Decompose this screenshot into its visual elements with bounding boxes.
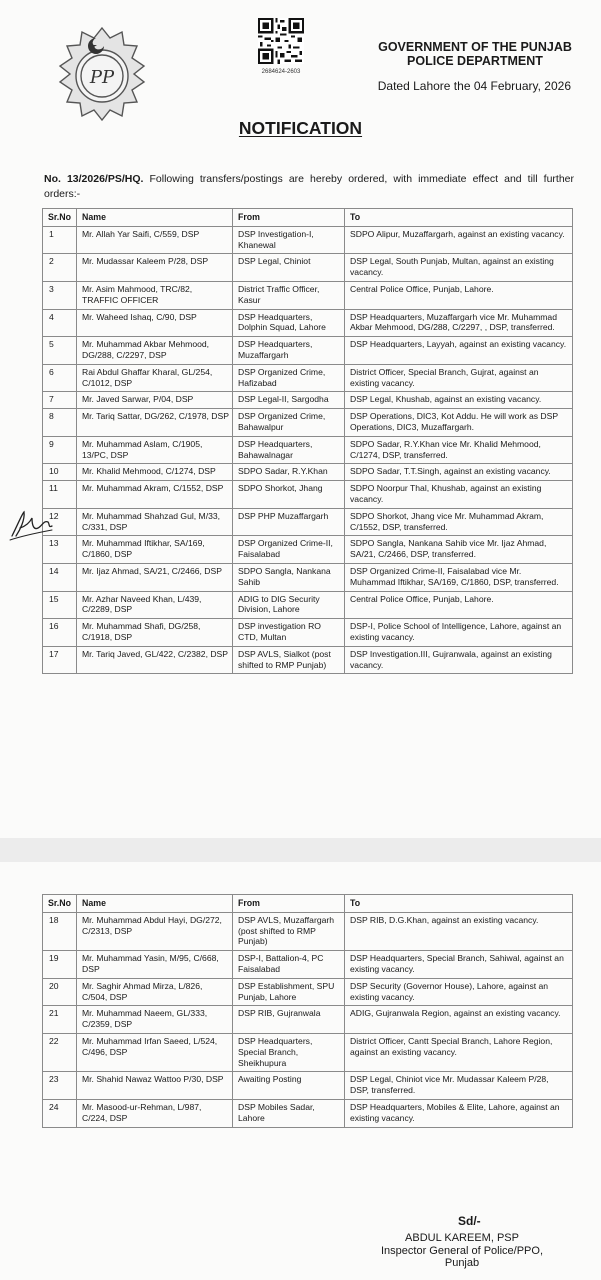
table-row	[43, 563, 573, 591]
cell-from: ADIG to DIG Security Division, Lahore	[233, 591, 345, 619]
cell-to: SDPO Sadar, R.Y.Khan vice Mr. Khalid Mehmood, C/1274, DSP, transferred.	[345, 436, 573, 464]
title-text: NOTIFICATION	[238, 118, 363, 138]
cell-name: Mr. Allah Yar Saifi, C/559, DSP	[77, 226, 233, 254]
government-name: GOVERNMENT OF THE PUNJAB	[378, 40, 572, 54]
cell-sr: 5	[43, 337, 77, 365]
cell-to: SDPO Sangla, Nankana Sahib vice Mr. Ijaz Ahmad, SA/21, C/2466, DSP, transferred.	[345, 536, 573, 564]
cell-sr: 7	[43, 392, 77, 409]
table-row	[43, 392, 573, 409]
signatory-name: ABDUL KAREEM, PSP	[405, 1232, 519, 1244]
cell-to: DSP Security (Governor House), Lahore, against an existing vacancy.	[345, 978, 573, 1006]
signatory-province: Punjab	[444, 1257, 480, 1269]
cell-from: DSP Headquarters, Special Branch, Sheikhupura	[233, 1033, 345, 1071]
table-row	[43, 309, 573, 337]
table-row	[43, 1072, 573, 1100]
cell-to: Central Police Office, Punjab, Lahore.	[345, 281, 573, 309]
cell-to: ADIG, Gujranwala Region, against an existing vacancy.	[345, 1006, 573, 1034]
transfers-table	[42, 208, 573, 674]
cell-sr: 22	[43, 1033, 77, 1071]
cell-name: Mr. Muhammad Iftikhar, SA/169, C/1860, DSP	[77, 536, 233, 564]
cell-from: DSP Legal-II, Sargodha	[233, 392, 345, 409]
transfers-table-continued	[42, 894, 573, 1128]
cell-to: District Officer, Cantt Special Branch, Lahore Region, against an existing vacancy.	[345, 1033, 573, 1071]
cell-to: DSP Operations, DIC3, Kot Addu. He will work as DSP Operations, DIC3, Muzaffargarh.	[345, 409, 573, 437]
issue-date: Dated Lahore the 04 February, 2026	[377, 79, 571, 93]
cell-to: SDPO Noorpur Thal, Khushab, against an existing vacancy.	[345, 481, 573, 509]
cell-from: DSP Headquarters, Muzaffargarh	[233, 337, 345, 365]
cell-to: DSP Headquarters, Special Branch, Sahiwal, against an existing vacancy.	[345, 951, 573, 979]
qr-code-caption: 2684624-2603	[261, 69, 301, 75]
cell-to: SDPO Alipur, Muzaffargarh, against an existing vacancy.	[345, 226, 573, 254]
cell-name: Mr. Muhammad Shafi, DG/258, C/1918, DSP	[77, 619, 233, 647]
cell-to: SDPO Shorkot, Jhang vice Mr. Muhammad Akram, C/1552, DSP, transferred.	[345, 508, 573, 536]
cell-to: DSP Headquarters, Layyah, against an existing vacancy.	[345, 337, 573, 365]
table-row	[43, 1099, 573, 1127]
table-row	[43, 281, 573, 309]
cell-name: Mr. Muhammad Irfan Saeed, L/524, C/496, DSP	[77, 1033, 233, 1071]
cell-from: DSP-I, Battalion-4, PC Faisalabad	[233, 951, 345, 979]
cell-to: DSP Headquarters, Muzaffargarh vice Mr. Muhammad Akbar Mehmood, DG/288, C/2297, , DSP, transferred.	[345, 309, 573, 337]
cell-to: DSP Headquarters, Mobiles & Elite, Lahore, against an existing vacancy.	[345, 1099, 573, 1127]
table-row	[43, 464, 573, 481]
cell-to: DSP Legal, Khushab, against an existing vacancy.	[345, 392, 573, 409]
cell-name: Mr. Muhammad Shahzad Gul, M/33, C/331, DSP	[77, 508, 233, 536]
cell-to: DSP RIB, D.G.Khan, against an existing vacancy.	[345, 912, 573, 950]
cell-sr: 21	[43, 1006, 77, 1034]
table-row	[43, 1033, 573, 1071]
cell-name: Mr. Tariq Sattar, DG/262, C/1978, DSP	[77, 409, 233, 437]
cell-sr: 3	[43, 281, 77, 309]
cell-name: Mr. Saghir Ahmad Mirza, L/826, C/504, DSP	[77, 978, 233, 1006]
cell-from: DSP AVLS, Sialkot (post shifted to RMP Punjab)	[233, 646, 345, 674]
cell-sr: 16	[43, 619, 77, 647]
cell-sr: 19	[43, 951, 77, 979]
cell-to: DSP Legal, South Punjab, Multan, against an existing vacancy.	[345, 254, 573, 282]
table-row	[43, 337, 573, 365]
table-row	[43, 436, 573, 464]
cell-name: Mr. Muhammad Naeem, GL/333, C/2359, DSP	[77, 1006, 233, 1034]
table-row	[43, 481, 573, 509]
cell-from: SDPO Sadar, R.Y.Khan	[233, 464, 345, 481]
cell-from: DSP RIB, Gujranwala	[233, 1006, 345, 1034]
intro-text: Following transfers/postings are hereby ordered, with immediate effect and till further orders:-	[44, 173, 574, 200]
table-row	[43, 226, 573, 254]
table-row	[43, 619, 573, 647]
cell-sr: 12	[43, 508, 77, 536]
column-header-name: Name	[77, 895, 233, 913]
cell-name: Mr. Shahid Nawaz Wattoo P/30, DSP	[77, 1072, 233, 1100]
signature-block	[367, 1232, 557, 1270]
issuing-authority	[335, 40, 575, 68]
notification-number: No. 13/2026/PS/HQ.	[44, 173, 144, 185]
cell-name: Mr. Mudassar Kaleem P/28, DSP	[77, 254, 233, 282]
cell-to: Central Police Office, Punjab, Lahore.	[345, 591, 573, 619]
column-header-from: From	[233, 895, 345, 913]
cell-sr: 23	[43, 1072, 77, 1100]
table-header-row	[43, 209, 573, 227]
table-row	[43, 536, 573, 564]
cell-sr: 18	[43, 912, 77, 950]
table-row	[43, 978, 573, 1006]
table-row	[43, 951, 573, 979]
cell-to: SDPO Sadar, T.T.Singh, against an existing vacancy.	[345, 464, 573, 481]
cell-sr: 9	[43, 436, 77, 464]
cell-from: DSP AVLS, Muzaffargarh (post shifted to RMP Punjab)	[233, 912, 345, 950]
cell-to: District Officer, Special Branch, Gujrat, against an existing vacancy.	[345, 364, 573, 392]
cell-name: Rai Abdul Ghaffar Kharal, GL/254, C/1012, DSP	[77, 364, 233, 392]
cell-sr: 14	[43, 563, 77, 591]
cell-name: Mr. Muhammad Akram, C/1552, DSP	[77, 481, 233, 509]
cell-name: Mr. Muhammad Akbar Mehmood, DG/288, C/2297, DSP	[77, 337, 233, 365]
cell-sr: 24	[43, 1099, 77, 1127]
cell-name: Mr. Muhammad Yasin, M/95, C/668, DSP	[77, 951, 233, 979]
cell-from: DSP PHP Muzaffargarh	[233, 508, 345, 536]
cell-sr: 17	[43, 646, 77, 674]
table-row	[43, 1006, 573, 1034]
emblem-monogram: PP	[89, 67, 115, 88]
cell-to: DSP Legal, Chiniot vice Mr. Mudassar Kaleem P/28, DSP, transferred.	[345, 1072, 573, 1100]
page-separator	[0, 838, 601, 862]
column-header-to: To	[345, 895, 573, 913]
page-title	[0, 118, 601, 139]
cell-from: District Traffic Officer, Kasur	[233, 281, 345, 309]
table-row	[43, 508, 573, 536]
handwritten-initial-icon	[8, 506, 54, 542]
cell-from: DSP Organized Crime, Bahawalpur	[233, 409, 345, 437]
department-name: POLICE DEPARTMENT	[407, 54, 543, 68]
cell-sr: 8	[43, 409, 77, 437]
cell-name: Mr. Waheed Ishaq, C/90, DSP	[77, 309, 233, 337]
column-header-from: From	[233, 209, 345, 227]
cell-from: Awaiting Posting	[233, 1072, 345, 1100]
table-row	[43, 254, 573, 282]
cell-to: DSP Investigation.III, Gujranwala, against an existing vacancy.	[345, 646, 573, 674]
cell-name: Mr. Asim Mahmood, TRC/82, TRAFFIC OFFICER	[77, 281, 233, 309]
table-row	[43, 912, 573, 950]
qr-code-icon	[258, 18, 304, 64]
cell-from: DSP Organized Crime-II, Faisalabad	[233, 536, 345, 564]
intro-paragraph	[44, 172, 574, 202]
cell-from: DSP Establishment, SPU Punjab, Lahore	[233, 978, 345, 1006]
cell-from: DSP Headquarters, Dolphin Squad, Lahore	[233, 309, 345, 337]
cell-sr: 2	[43, 254, 77, 282]
cell-sr: 10	[43, 464, 77, 481]
cell-name: Mr. Masood-ur-Rehman, L/987, C/224, DSP	[77, 1099, 233, 1127]
column-header-sr: Sr.No	[43, 895, 77, 913]
column-header-sr: Sr.No	[43, 209, 77, 227]
table-row	[43, 591, 573, 619]
cell-sr: 20	[43, 978, 77, 1006]
cell-sr: 4	[43, 309, 77, 337]
cell-from: DSP Organized Crime, Hafizabad	[233, 364, 345, 392]
cell-from: DSP Investigation-I, Khanewal	[233, 226, 345, 254]
police-emblem-icon	[52, 24, 152, 124]
cell-name: Mr. Ijaz Ahmad, SA/21, C/2466, DSP	[77, 563, 233, 591]
cell-name: Mr. Tariq Javed, GL/422, C/2382, DSP	[77, 646, 233, 674]
cell-sr: 13	[43, 536, 77, 564]
table-row	[43, 364, 573, 392]
cell-sr: 1	[43, 226, 77, 254]
cell-from: DSP Legal, Chiniot	[233, 254, 345, 282]
cell-name: Mr. Azhar Naveed Khan, L/439, C/2289, DSP	[77, 591, 233, 619]
cell-sr: 6	[43, 364, 77, 392]
cell-from: SDPO Shorkot, Jhang	[233, 481, 345, 509]
table-header-row	[43, 895, 573, 913]
cell-to: DSP Organized Crime-II, Faisalabad vice Mr. Muhammad Iftikhar, SA/169, C/1860, DSP, transferred.	[345, 563, 573, 591]
signatory-designation: Inspector General of Police/PPO,	[380, 1244, 544, 1257]
table-row	[43, 409, 573, 437]
cell-name: Mr. Khalid Mehmood, C/1274, DSP	[77, 464, 233, 481]
cell-from: DSP investigation RO CTD, Multan	[233, 619, 345, 647]
cell-sr: 11	[43, 481, 77, 509]
cell-to: DSP-I, Police School of Intelligence, Lahore, against an existing vacancy.	[345, 619, 573, 647]
cell-from: DSP Headquarters, Bahawalnagar	[233, 436, 345, 464]
table-row	[43, 646, 573, 674]
cell-from: DSP Mobiles Sadar, Lahore	[233, 1099, 345, 1127]
cell-from: SDPO Sangla, Nankana Sahib	[233, 563, 345, 591]
cell-name: Mr. Javed Sarwar, P/04, DSP	[77, 392, 233, 409]
cell-sr: 15	[43, 591, 77, 619]
cell-name: Mr. Muhammad Aslam, C/1905, 13/PC, DSP	[77, 436, 233, 464]
cell-name: Mr. Muhammad Abdul Hayi, DG/272, C/2313, DSP	[77, 912, 233, 950]
column-header-name: Name	[77, 209, 233, 227]
column-header-to: To	[345, 209, 573, 227]
signed-mark: Sd/-	[458, 1214, 481, 1228]
